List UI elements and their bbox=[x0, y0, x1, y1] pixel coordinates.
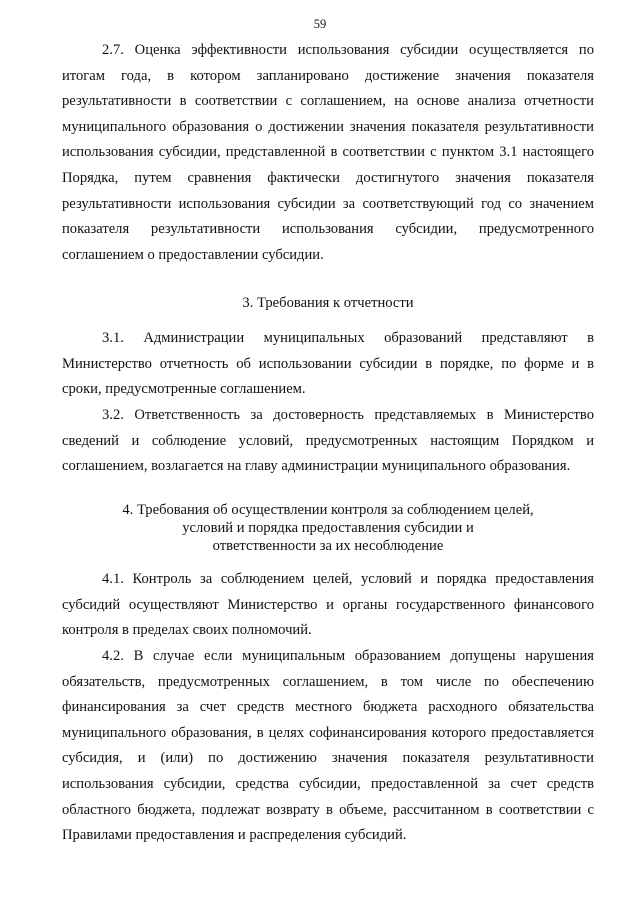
section-heading-4-line-2: условий и порядка предоставления субсидии и bbox=[182, 520, 474, 536]
paragraph-4-2: 4.2. В случае если муниципальным образованием допущены нарушения обязательств, предусмотренных соглашением, в том числе по обеспечению финансирования за счет средств местного бюджета расходного обязательства муниципального образования, в целях софинансирования которого предоставляется субсидия, и (или) по достижению значения показателя результативности использования субсидии, средства субсидии, предоставленной за счет средств областного бюджета, подлежат возврату в объеме, рассчитанном в соответствии с Правилами предоставления и распределения субсидий. bbox=[62, 648, 594, 844]
paragraph-3-1: 3.1. Администрации муниципальных образований представляют в Министерство отчетность об использовании субсидии в порядке, по форме и в сроки, предусмотренные соглашением. bbox=[62, 330, 594, 398]
page-number: 59 bbox=[313, 17, 327, 31]
section-heading-4-line-1: 4. Требования об осуществлении контроля за соблюдением целей, bbox=[122, 502, 534, 518]
section-heading-4-line-3: ответственности за их несоблюдение bbox=[212, 538, 444, 554]
section-heading-4 bbox=[62, 501, 594, 555]
paragraph-4-1: 4.1. Контроль за соблюдением целей, условий и порядка предоставления субсидий осуществляют Министерство и органы государственного финансового контроля в пределах своих полномочий. bbox=[62, 571, 594, 639]
section-heading-3: 3. Требования к отчетности bbox=[242, 295, 414, 311]
paragraph-3-2: 3.2. Ответственность за достоверность представляемых в Министерство сведений и соблюдение условий, предусмотренных настоящим Порядком и соглашением, возлагается на главу администрации муниципального образования. bbox=[62, 407, 594, 475]
paragraph-2-7: 2.7. Оценка эффективности использования субсидии осуществляется по итогам года, в котором запланировано достижение значения показателя результативности в соответствии с соглашением, на основе анализа отчетности муниципального образования о достижении значения показателя результативности использования субсидии, представленной в соответствии с пунктом 3.1 настоящего Порядка, путем сравнения фактически достигнутого значения показателя результативности использования субсидии за соответствующий год со значением показателя результативности использования субсидии, предусмотренного соглашением о предоставлении субсидии. bbox=[62, 42, 594, 263]
